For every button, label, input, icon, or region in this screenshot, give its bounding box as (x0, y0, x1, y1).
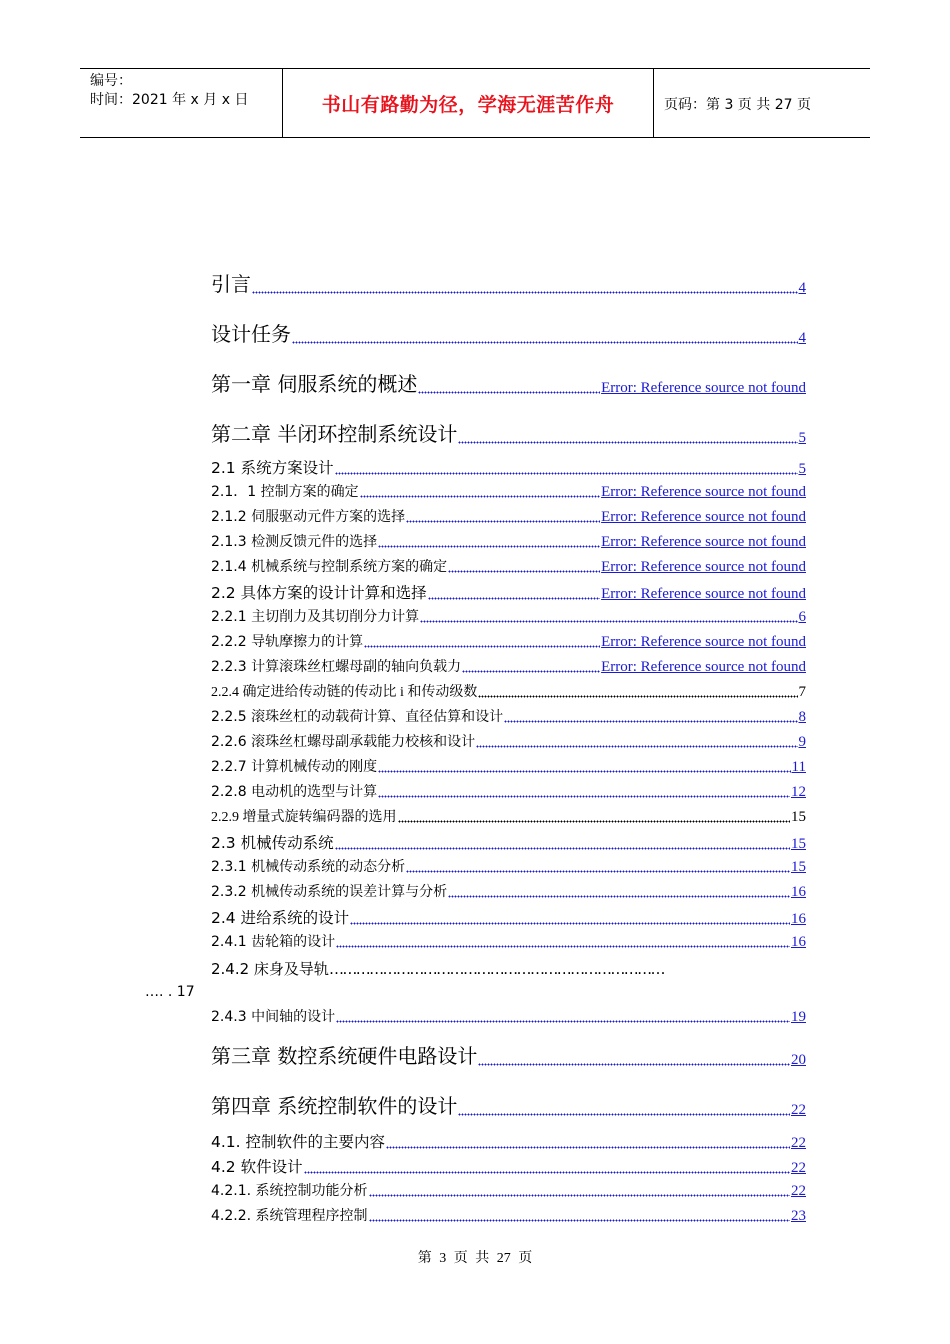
toc-entry-continuation: …. . 17 (145, 984, 195, 1000)
header-page-number: 页码：第 3 页 共 27 页 (664, 97, 811, 113)
toc-leader (336, 1017, 790, 1023)
toc-page[interactable]: 15 (791, 859, 806, 875)
toc-page[interactable]: 15 (791, 809, 806, 825)
toc-entry[interactable]: 2.2.7 计算机械传动的刚度 11 (211, 759, 806, 775)
toc-leader (378, 542, 600, 548)
toc-entry[interactable]: 2.2.4 确定进给传动链的传动比 i 和传动级数 7 (211, 684, 806, 700)
toc-leader (420, 617, 797, 623)
toc-leader (406, 517, 600, 523)
toc-page[interactable]: 5 (798, 461, 806, 477)
toc-leader (364, 642, 600, 648)
toc-entry[interactable]: 4.2.1. 系统控制功能分析 22 (211, 1183, 806, 1199)
page-header (80, 68, 870, 138)
toc-entry[interactable]: 4.2.2. 系统管理程序控制 23 (211, 1208, 806, 1224)
toc-page[interactable]: 16 (791, 884, 806, 900)
toc-page[interactable]: 22 (791, 1183, 806, 1199)
toc-page[interactable]: Error: Reference source not found (601, 380, 806, 396)
toc-page[interactable]: 6 (798, 609, 806, 625)
toc-entry[interactable]: 2.2.2 导轨摩擦力的计算 Error: Reference source not found (211, 634, 806, 650)
toc-page[interactable]: 5 (798, 430, 806, 446)
toc-leader (478, 692, 797, 698)
toc-leader (336, 942, 790, 948)
toc-page[interactable]: 16 (791, 934, 806, 950)
toc-page[interactable]: 22 (791, 1135, 806, 1151)
toc-entry[interactable]: 2.2.3 计算滚珠丝杠螺母副的轴向负载力 Error: Reference source not found (211, 659, 806, 675)
toc-leader (292, 338, 798, 344)
toc-leader (335, 844, 790, 850)
toc-leader (252, 288, 798, 294)
toc-page[interactable]: 4 (798, 280, 806, 296)
toc-entry[interactable]: 2.3.1 机械传动系统的动态分析 15 (211, 859, 806, 875)
toc-leader (378, 792, 790, 798)
toc-page[interactable]: 4 (798, 330, 806, 346)
toc-entry[interactable]: 2.4.3 中间轴的设计 19 (211, 1009, 806, 1025)
toc-page[interactable]: 15 (791, 836, 806, 852)
toc-leader: ………………………………………………………………… (328, 960, 664, 978)
toc-entry[interactable]: 第三章 数控系统硬件电路设计 20 (211, 1044, 806, 1068)
toc-entry[interactable]: 第一章 伺服系统的概述 Error: Reference source not found (211, 372, 806, 396)
toc-leader (448, 892, 790, 898)
toc-entry[interactable]: 4.1. 控制软件的主要内容 22 (211, 1133, 806, 1151)
header-motto: 书山有路勤为径，学海无涯苦作舟 (282, 69, 654, 137)
toc-leader (350, 919, 790, 925)
toc-page[interactable]: 8 (798, 709, 806, 725)
document-number-label: 编号： (90, 73, 132, 89)
toc-entry[interactable]: 引言 4 (211, 272, 806, 296)
toc-entry[interactable]: 2.2.5 滚珠丝杠的动载荷计算、直径估算和设计 8 (211, 709, 806, 725)
toc-leader (478, 1060, 790, 1066)
toc-page[interactable]: 9 (798, 734, 806, 750)
toc-entry[interactable]: 2.2.9 增量式旋转编码器的选用 15 (211, 809, 806, 825)
document-date: 时间：2021 年 x 月 x 日 (90, 92, 249, 108)
toc-page[interactable]: Error: Reference source not found (601, 586, 806, 602)
toc-entry[interactable]: 2.2.8 电动机的选型与计算 12 (211, 784, 806, 800)
toc-entry[interactable]: 设计任务 4 (211, 322, 806, 346)
toc-entry[interactable]: 2.1．1 控制方案的确定 Error: Reference source not found (211, 484, 806, 500)
toc-page[interactable]: Error: Reference source not found (601, 659, 806, 675)
toc-leader (448, 567, 600, 573)
toc-leader (458, 438, 797, 444)
toc-leader (406, 867, 790, 873)
toc-page[interactable]: 7 (798, 684, 806, 700)
toc-leader (360, 492, 600, 498)
toc-entry[interactable]: 第四章 系统控制软件的设计 22 (211, 1094, 806, 1118)
page-footer: 第 3 页 共 27 页 (417, 1251, 533, 1266)
toc-entry-bed-guide[interactable] (211, 958, 664, 979)
toc-entry[interactable]: 2.4 进给系统的设计 16 (211, 909, 806, 927)
toc-entry[interactable]: 2.2 具体方案的设计计算和选择 Error: Reference source not found (211, 584, 806, 602)
toc-page[interactable]: 22 (791, 1102, 806, 1118)
toc-page[interactable]: 23 (791, 1208, 806, 1224)
toc-page[interactable]: 22 (791, 1160, 806, 1176)
toc-leader (504, 717, 797, 723)
toc-leader (369, 1216, 790, 1222)
toc-leader (458, 1110, 790, 1116)
toc-leader (398, 817, 791, 823)
toc-leader (462, 667, 600, 673)
toc-page[interactable]: 12 (791, 784, 806, 800)
toc-leader (418, 388, 600, 394)
toc-page[interactable]: Error: Reference source not found (601, 534, 806, 550)
toc-entry[interactable]: 2.2.1 主切削力及其切削分力计算 6 (211, 609, 806, 625)
header-info (80, 69, 282, 137)
toc-leader (386, 1143, 790, 1149)
toc-entry[interactable]: 2.3 机械传动系统 15 (211, 834, 806, 852)
toc-page[interactable]: Error: Reference source not found (601, 484, 806, 500)
toc-leader (476, 742, 797, 748)
toc-page[interactable]: 11 (791, 759, 806, 775)
toc-page[interactable]: Error: Reference source not found (601, 509, 806, 525)
toc-entry-title: 2.4.2 床身及导轨 (211, 960, 329, 978)
toc-page[interactable]: Error: Reference source not found (601, 634, 806, 650)
toc-entry[interactable]: 第二章 半闭环控制系统设计 5 (211, 422, 806, 446)
toc-page[interactable]: Error: Reference source not found (601, 559, 806, 575)
toc-page[interactable]: 19 (791, 1009, 806, 1025)
toc-leader (304, 1168, 790, 1174)
toc-entry[interactable]: 2.1 系统方案设计 5 (211, 459, 806, 477)
toc-entry[interactable]: 2.1.4 机械系统与控制系统方案的确定 Error: Reference source not found (211, 559, 806, 575)
toc-leader (428, 594, 601, 600)
toc-entry[interactable]: 4.2 软件设计 22 (211, 1158, 806, 1176)
toc-page[interactable]: 20 (791, 1052, 806, 1068)
toc-page[interactable]: 16 (791, 911, 806, 927)
toc-leader (369, 1191, 790, 1197)
toc-leader (335, 469, 798, 475)
toc-entry[interactable]: 2.1.2 伺服驱动元件方案的选择 Error: Reference source not found (211, 509, 806, 525)
toc-entry[interactable]: 2.3.2 机械传动系统的误差计算与分析 16 (211, 884, 806, 900)
toc-leader (378, 767, 790, 773)
toc-entry[interactable]: 2.1.3 检测反馈元件的选择 Error: Reference source not found (211, 534, 806, 550)
toc-entry[interactable]: 2.2.6 滚珠丝杠螺母副承载能力校核和设计 9 (211, 734, 806, 750)
toc-entry[interactable]: 2.4.1 齿轮箱的设计 16 (211, 934, 806, 950)
